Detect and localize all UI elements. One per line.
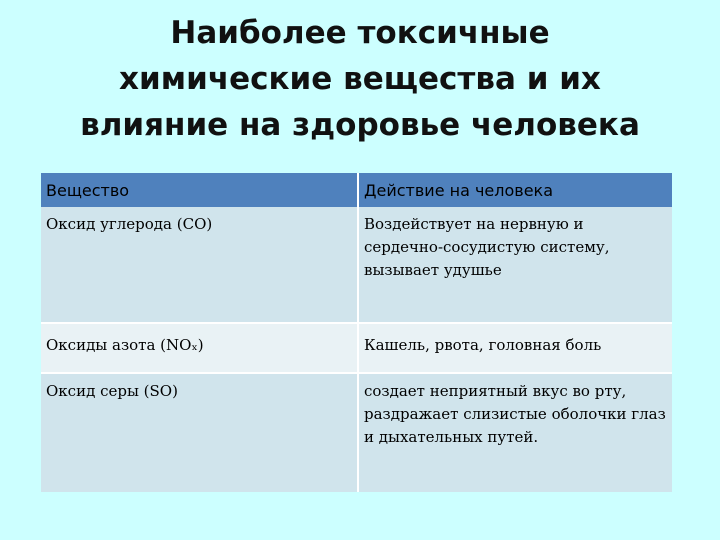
cell-effect: создает неприятный вкус во рту, раздражает слизистые оболочки глаз и дыхательных путей. (359, 374, 672, 492)
title-line-2: химические вещества и их (119, 61, 601, 97)
header-substance: Вещество (41, 173, 359, 207)
title-line-1: Наиболее токсичные (170, 15, 550, 51)
title-line-3: влияние на здоровье человека (80, 107, 640, 143)
cell-substance: Оксид углерода (CO) (41, 207, 359, 324)
table-row (41, 207, 672, 324)
slide-title (0, 10, 720, 148)
cell-effect: Кашель, рвота, головная боль (359, 324, 672, 374)
toxic-substances-table (41, 173, 672, 492)
table-row (41, 374, 672, 492)
table-row (41, 324, 672, 374)
table-header-row (41, 173, 672, 207)
cell-substance: Оксид серы (SO) (41, 374, 359, 492)
cell-substance: Оксиды азота (NOₓ) (41, 324, 359, 374)
header-effect: Действие на человека (359, 173, 672, 207)
cell-effect: Воздействует на нервную и сердечно-сосудистую систему, вызывает удушье (359, 207, 672, 324)
